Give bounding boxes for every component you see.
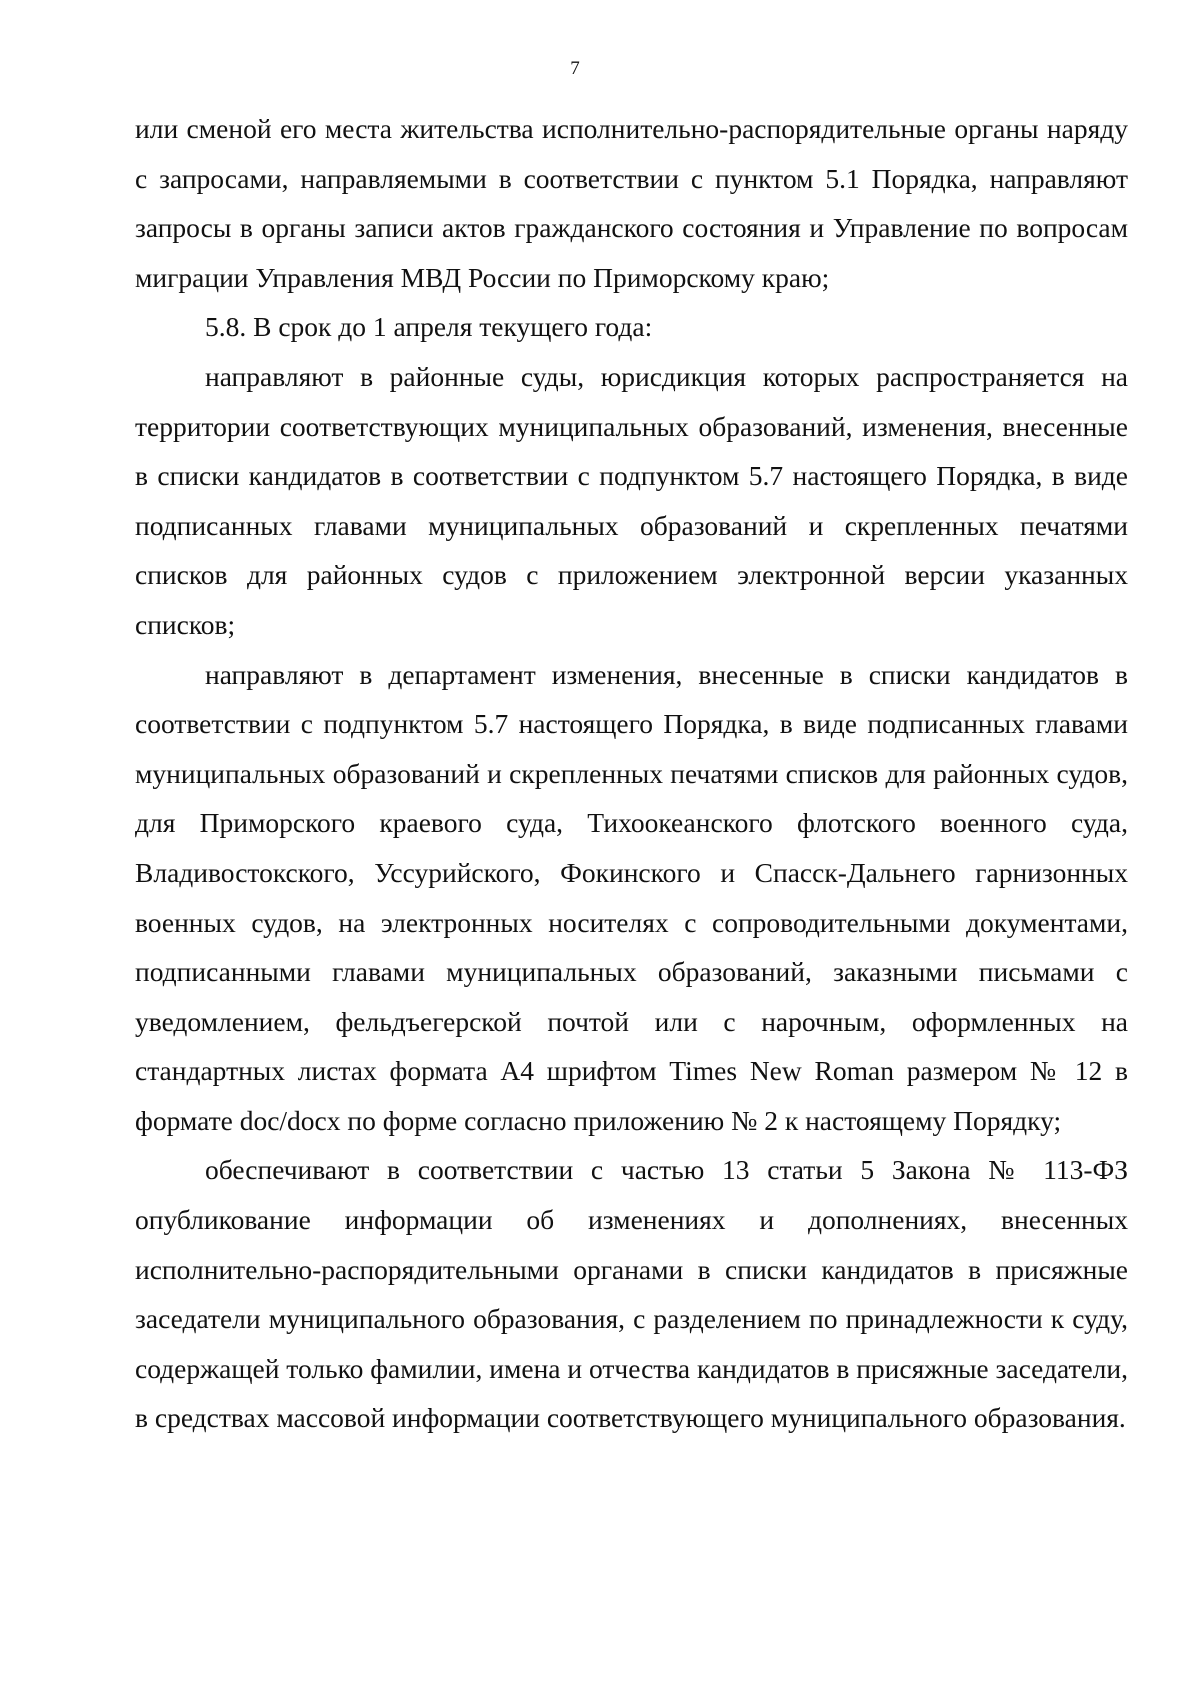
paragraph-publication: обеспечивают в соответствии с частью 13 статьи 5 Закона № 113-ФЗ опубликование информации об изменениях и дополнениях, внесенных исполнительно-распорядительными органами в списки кандидатов в присяжные заседатели муниципального образования, с разделением по принадлежности к суду, содержащей только фамилии, имена и отчества кандидатов в присяжные заседатели, в средствах массовой информации соответствующего муниципального образования. xyxy=(135,1154,1128,1434)
paragraph-item-5-8: 5.8. В срок до 1 апреля текущего года: xyxy=(205,311,653,343)
paragraph-department: направляют в департамент изменения, внесенные в списки кандидатов в соответствии с подпунктом 5.7 настоящего Порядка, в виде подписанных главами муниципальных образований и скрепленных печатями списков для районных судов, для Приморского краевого суда, Тихоокеанского флотского военного суда, Владивостокского, Уссурийского, Фокинского и Спасск-Дальнего гарнизонных военных судов, на электронных носителях с сопроводительными документами, подписанными главами муниципальных образований, заказными письмами с уведомлением, фельдъегерской почтой или с нарочным, оформленных на стандартных листах формата А4 шрифтом Times New Roman размером № 12 в формате doc/docx по форме согласно приложению № 2 к настоящему Порядку; xyxy=(135,658,1128,1136)
paragraph-district-courts: направляют в районные суды, юрисдикция которых распространяется на территории соответствующих муниципальных образований, изменения, внесенные в списки кандидатов в соответствии с подпунктом 5.7 настоящего Порядка, в виде подписанных главами муниципальных образований и скрепленных печатями списков для районных судов с приложением электронной версии указанных списков; xyxy=(135,360,1128,640)
page-number: 7 xyxy=(570,58,580,79)
paragraph-continuation: или сменой его места жительства исполнительно-распорядительные органы наряду с запросами, направляемыми в соответствии с пунктом 5.1 Порядка, направляют запросы в органы записи актов гражданского состояния и Управление по вопросам миграции Управления МВД России по Приморскому краю; xyxy=(135,113,1128,293)
document-body xyxy=(135,104,1128,1443)
